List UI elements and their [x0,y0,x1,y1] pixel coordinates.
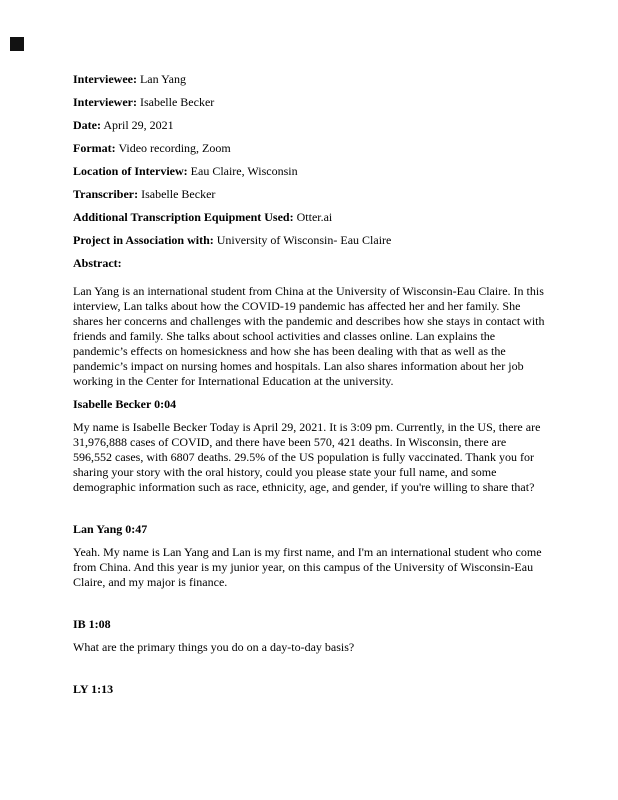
speaker-heading: IB 1:08 [73,617,111,631]
meta-line-interviewee [73,72,547,87]
speaker-text: What are the primary things you do on a day-to-day basis? [73,640,355,654]
meta-label: Additional Transcription Equipment Used: [73,210,294,224]
transcript-section-lan-yang-047 [73,522,547,590]
meta-line-date [73,118,547,133]
meta-line-location [73,164,547,179]
transcript-section-ib-108 [73,617,547,655]
meta-value: April 29, 2021 [103,118,174,132]
transcript-section-ly-113 [73,682,547,697]
document-content [73,72,547,705]
meta-label: Format: [73,141,116,155]
meta-line-format [73,141,547,156]
meta-label: Transcriber: [73,187,139,201]
meta-line-transcriber [73,187,547,202]
speaker-text: My name is Isabelle Becker Today is April 29, 2021. It is 3:09 pm. Currently, in the US, there are 31,976,888 cases of COVID, and there have been 570, 421 deaths. In Wisconsin, there are 596,552 cases, with 6807 deaths. 29.5% of the US population is fully vaccinated. Thank you for sharing your story with the oral history, could you please state your full name, and some demographic information such as race, ethnicity, age, and gender, if you're willing to share that? [73,420,541,494]
meta-value: Isabelle Becker [141,187,216,201]
meta-label: Location of Interview: [73,164,188,178]
meta-label: Project in Association with: [73,233,214,247]
cursor-marker [10,37,24,51]
meta-label: Interviewer: [73,95,137,109]
meta-line-transcription-equipment [73,210,547,225]
meta-label: Date: [73,118,101,132]
abstract-text: Lan Yang is an international student from China at the University of Wisconsin-Eau Claire. In this interview, Lan talks about how the COVID-19 pandemic has affected her and her family. She shares her concerns and challenges with the pandemic and describes how she stays in contact with friends and family. She talks about school activities and classes online. Lan explains the pandemic’s effects on homesickness and how she has been dealing with that as well as the pandemic’s impact on nursing homes and hospitals. Lan also shares information about her job working in the Center for International Education at the university. [73,284,545,388]
abstract-heading: Abstract: [73,256,122,270]
meta-value: Lan Yang [139,72,186,86]
speaker-heading: Isabelle Becker 0:04 [73,397,177,411]
meta-label: Interviewee: [73,72,137,86]
speaker-heading: LY 1:13 [73,682,114,696]
transcript-section-isabelle-becker-004 [73,397,547,495]
meta-value: Eau Claire, Wisconsin [190,164,298,178]
transcript [73,397,547,697]
meta-value: Otter.ai [296,210,333,224]
speaker-heading: Lan Yang 0:47 [73,522,148,536]
meta-value: Video recording, Zoom [118,141,231,155]
meta-line-interviewer [73,95,547,110]
meta-value: Isabelle Becker [139,95,215,109]
speaker-text: Yeah. My name is Lan Yang and Lan is my first name, and I'm an international student who come from China. And this year is my junior year, on this campus of the University of Wisconsin-Eau Claire, and my major is finance. [73,545,542,589]
meta-line-project-association [73,233,547,248]
meta-value: University of Wisconsin- Eau Claire [216,233,392,247]
